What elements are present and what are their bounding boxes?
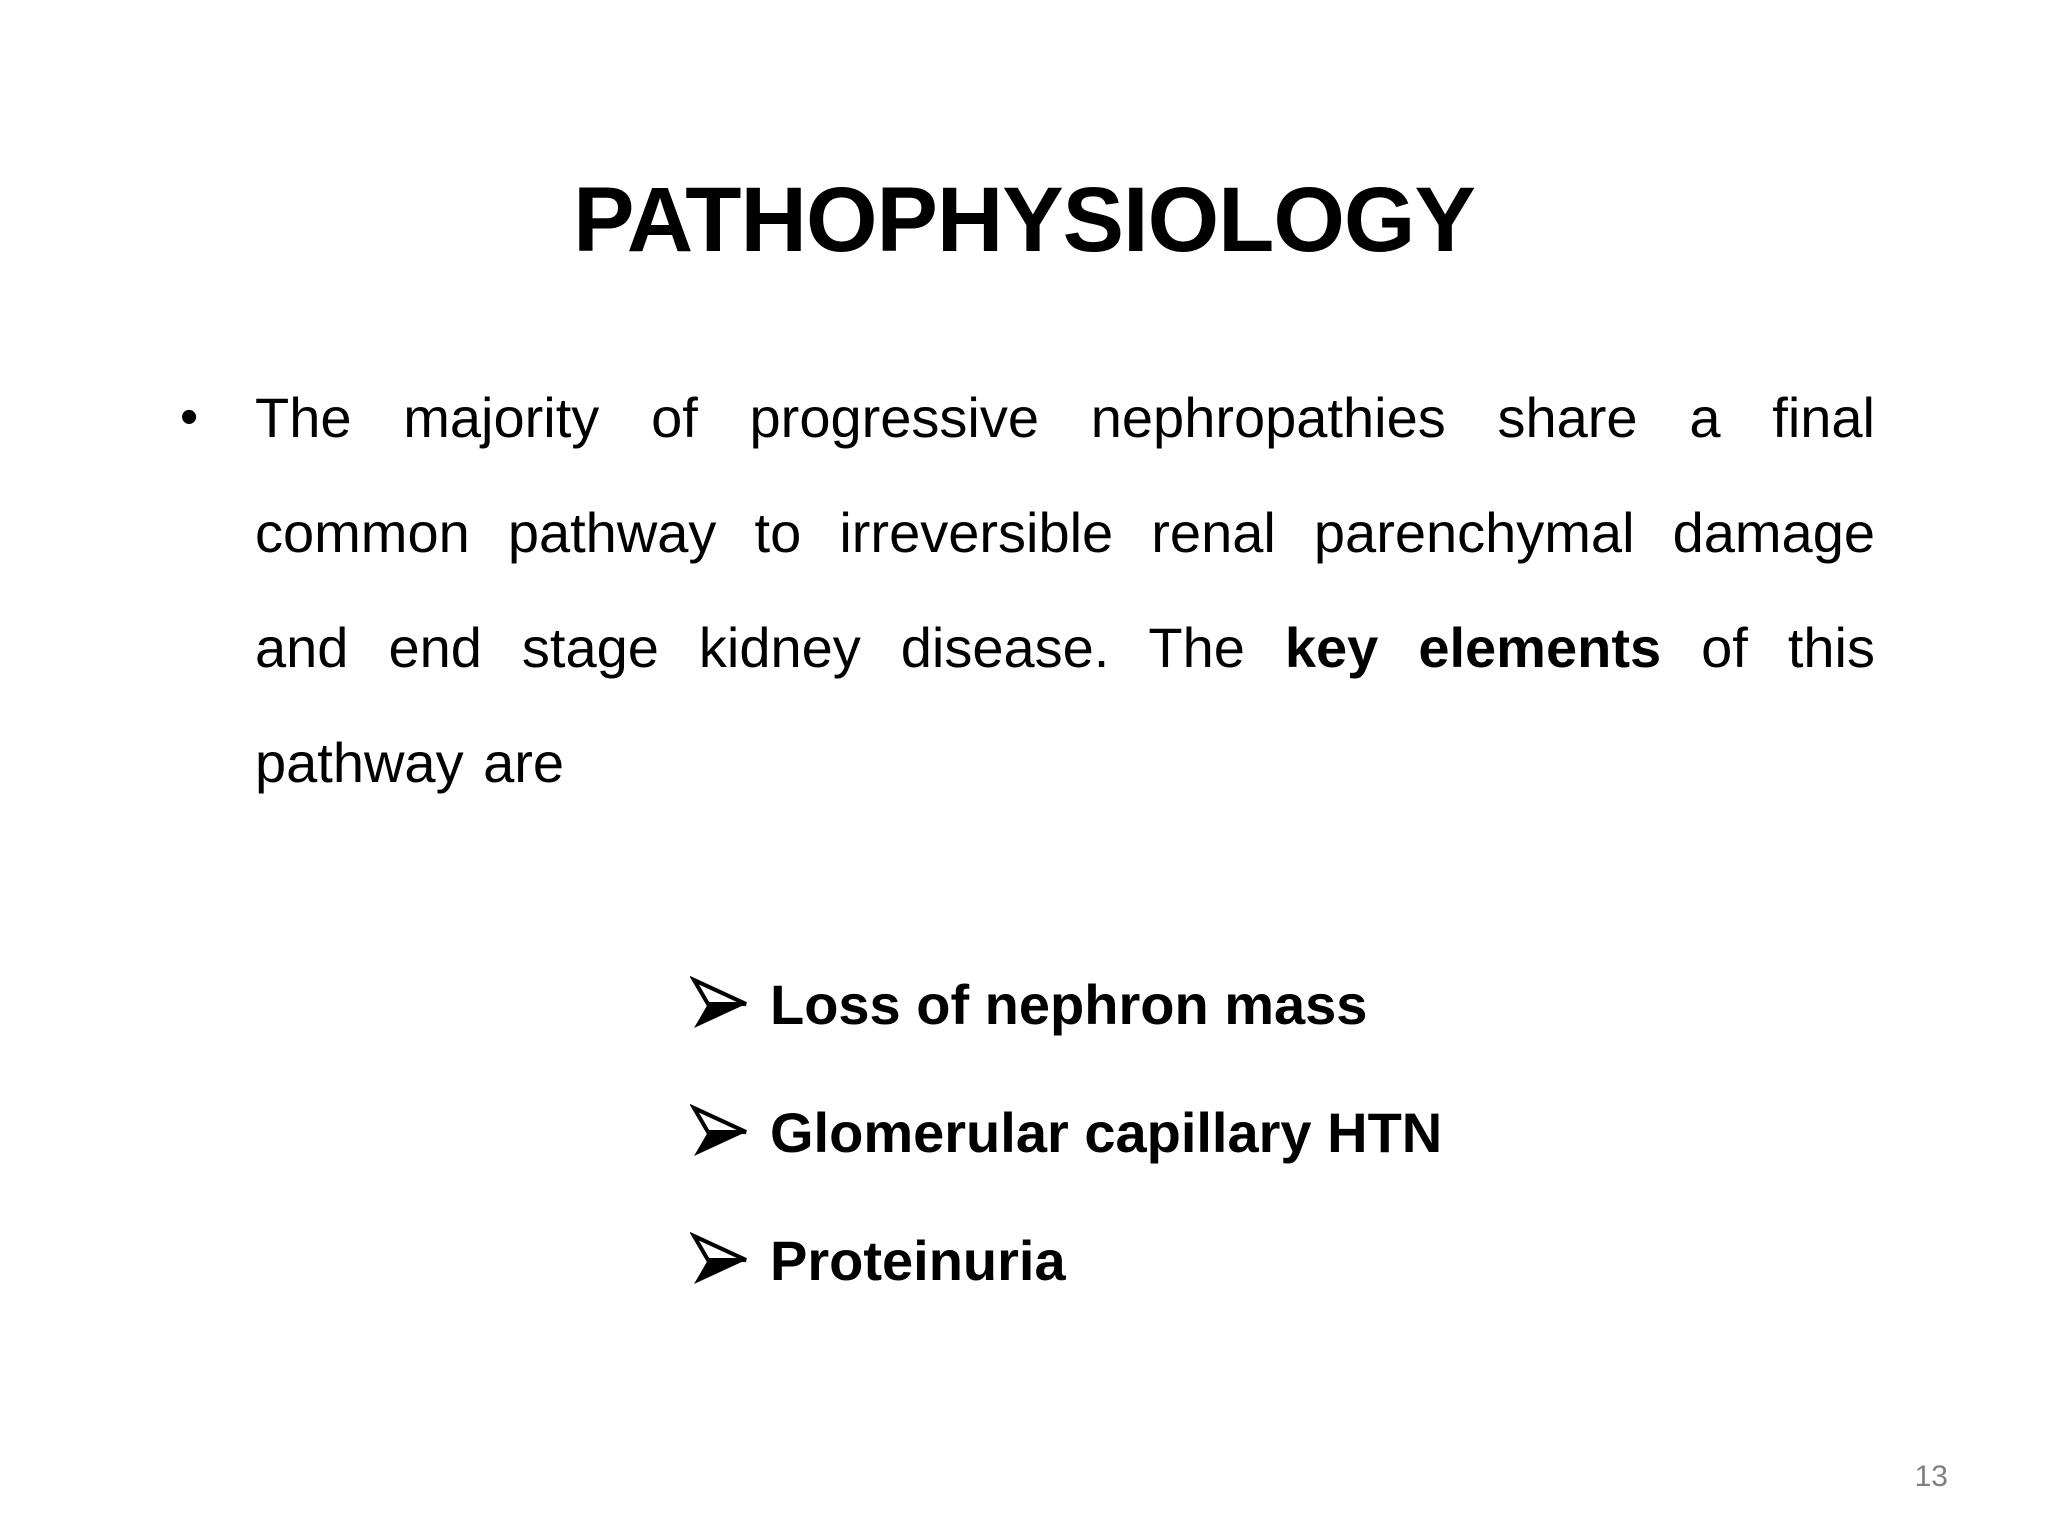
key-element-label: Loss of nephron mass <box>770 972 1368 1036</box>
key-element-item <box>690 1196 1590 1324</box>
key-element-item <box>690 940 1590 1068</box>
key-elements-list <box>690 940 1590 1324</box>
bullet-dot-icon: • <box>180 388 199 446</box>
bullet-paragraph <box>255 360 1875 820</box>
key-element-item <box>690 1068 1590 1196</box>
paragraph-text-start: The majority of progressive nephropathies share a final common pathway to irreversible renal parenchymal damage and end stage kidney disease. The <box>255 386 1875 679</box>
arrowhead-bullet-icon <box>690 1232 750 1288</box>
paragraph-text-end: of this pathway are <box>255 616 1875 794</box>
page-number: 13 <box>1914 1460 1948 1493</box>
paragraph-bold-text: key elements <box>1284 616 1662 679</box>
arrowhead-bullet-icon <box>690 976 750 1032</box>
slide-title: PATHOPHYSIOLOGY <box>573 169 1475 271</box>
key-element-label: Glomerular capillary HTN <box>770 1100 1443 1164</box>
arrowhead-bullet-icon <box>690 1104 750 1160</box>
key-element-label: Proteinuria <box>770 1228 1066 1292</box>
